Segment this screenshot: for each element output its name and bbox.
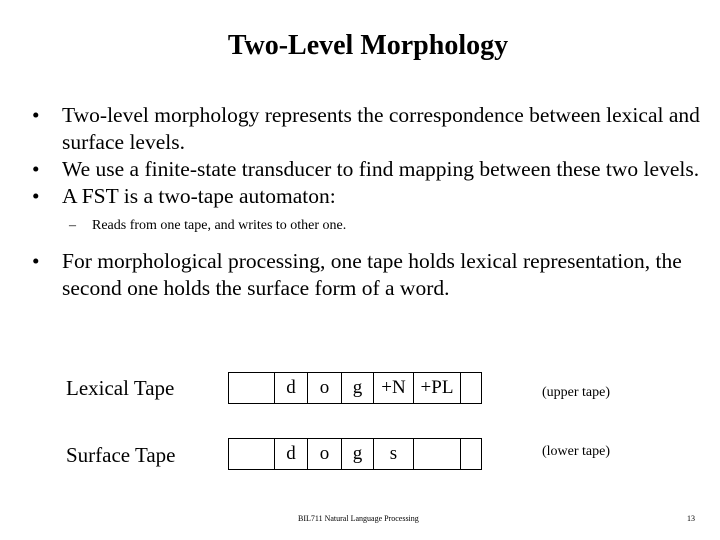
tape-cell: g: [342, 439, 374, 469]
bullet-item: [32, 102, 702, 156]
tape-cell: +PL: [414, 373, 461, 403]
bullet-icon: •: [32, 103, 40, 127]
lexical-tape: [228, 372, 482, 404]
lower-tape-note: (lower tape): [542, 444, 611, 459]
bullet-item: [32, 156, 702, 183]
page-number: 13: [687, 514, 695, 523]
tape-cell: [229, 373, 275, 403]
tape-cell: d: [275, 439, 308, 469]
footer-course: BIL711 Natural Language Processing: [298, 514, 419, 523]
surface-tape: [228, 438, 482, 470]
tape-cell: [461, 439, 481, 469]
bullet-icon: •: [32, 184, 40, 208]
surface-tape-label: Surface Tape: [66, 443, 176, 467]
bullet-text: We use a finite-state transducer to find mapping between these two levels.: [62, 157, 700, 181]
sub-bullet-item: [32, 218, 702, 234]
slide-title: Two-Level Morphology: [227, 30, 509, 61]
bullet-text: Two-level morphology represents the correspondence between lexical and surface levels.: [62, 103, 700, 154]
bullet-icon: •: [32, 249, 40, 273]
tape-cell: d: [275, 373, 308, 403]
upper-tape-note: (upper tape): [542, 385, 611, 400]
dash-icon: –: [69, 218, 76, 233]
tape-cell: +N: [374, 373, 414, 403]
bullet-list: [32, 102, 702, 302]
tape-cell: [229, 439, 275, 469]
bullet-icon: •: [32, 157, 40, 181]
tape-cell: [461, 373, 481, 403]
tape-cell: o: [308, 439, 342, 469]
bullet-item: [32, 183, 702, 210]
tape-cell: [414, 439, 461, 469]
bullet-text: For morphological processing, one tape holds lexical representation, the second one holds the surface form of a word.: [62, 249, 682, 300]
tape-cell: o: [308, 373, 342, 403]
tape-cell: g: [342, 373, 374, 403]
tape-cell: s: [374, 439, 414, 469]
lexical-tape-label: Lexical Tape: [66, 376, 175, 400]
bullet-item: [32, 248, 702, 302]
sub-bullet-text: Reads from one tape, and writes to other one.: [92, 218, 347, 233]
bullet-text: A FST is a two-tape automaton:: [62, 184, 336, 208]
